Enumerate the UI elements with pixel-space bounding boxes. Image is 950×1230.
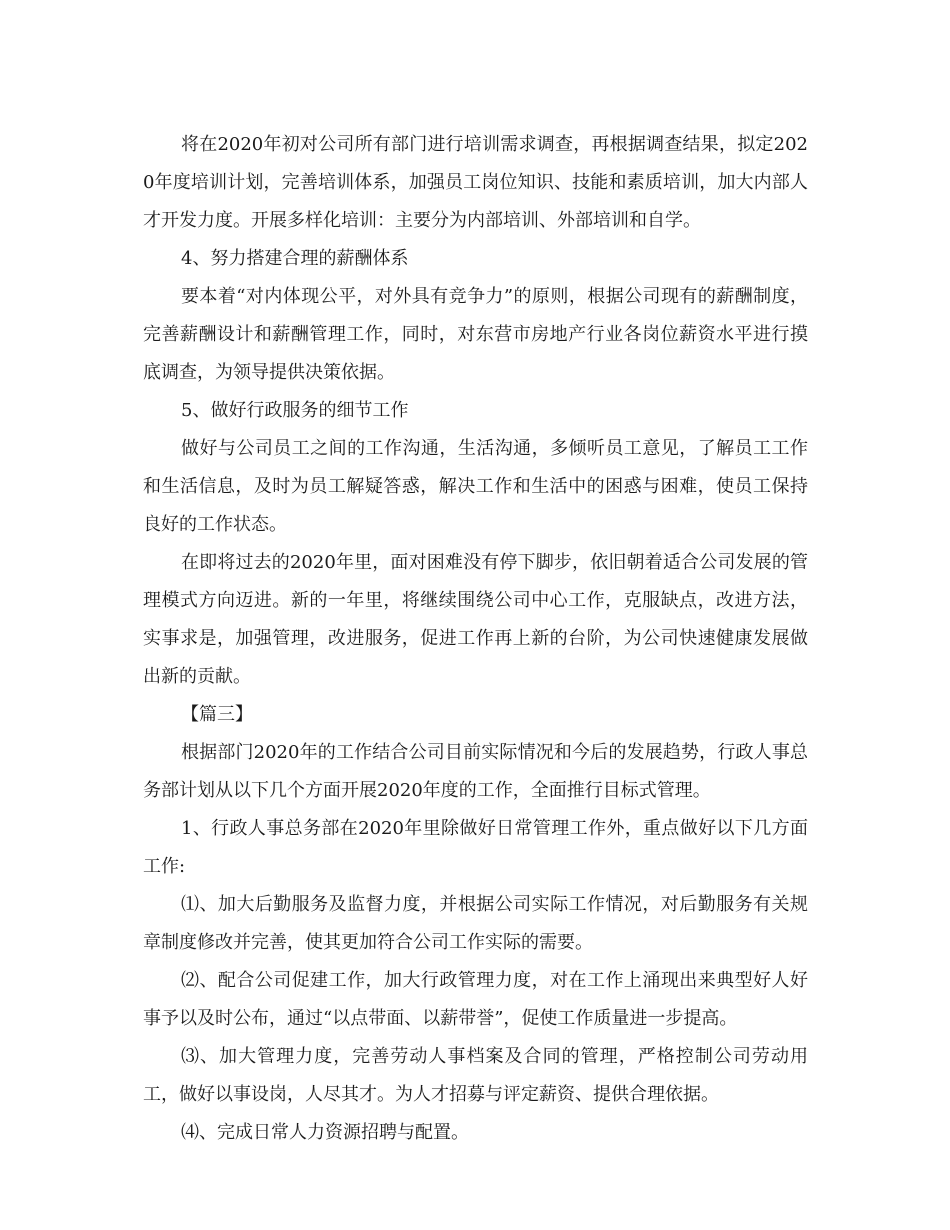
section-title-part-three: 【篇三】 — [181, 704, 253, 725]
heading-admin-service: 5、做好行政服务的细节工作 — [181, 400, 409, 421]
paragraph-key-work: 1、行政人事总务部在2020年里除做好日常管理工作外，重点做好以下几方面工作: — [143, 818, 808, 877]
list-item-personnel-files: ⑶、加大管理力度，完善劳动人事档案及合同的管理，严格控制公司劳动用工，做好以事设岗，人尽其才。为人才招募与评定薪资、提供合理依据。 — [143, 1046, 808, 1105]
document-body — [143, 126, 808, 1152]
heading-salary-system: 4、努力搭建合理的薪酬体系 — [181, 248, 409, 269]
paragraph-department-plan: 根据部门2020年的工作结合公司目前实际情况和今后的发展趋势，行政人事总务部计划从以下几个方面开展2020年度的工作，全面推行目标式管理。 — [143, 742, 808, 801]
paragraph-year-summary: 在即将过去的2020年里，面对困难没有停下脚步，依旧朝着适合公司发展的管理模式方向迈进。新的一年里，将继续围绕公司中心工作，克服缺点，改进方法，实事求是，加强管理，改进服务，促进工作再上新的台阶，为公司快速健康发展做出新的贡献。 — [143, 552, 808, 687]
list-item-recruitment: ⑷、完成日常人力资源招聘与配置。 — [181, 1122, 469, 1143]
paragraph-training-plan: 将在2020年初对公司所有部门进行培训需求调查，再根据调查结果，拟定2020年度培训计划，完善培训体系，加强员工岗位知识、技能和素质培训，加大内部人才开发力度。开展多样化培训：主要分为内部培训、外部培训和自学。 — [143, 134, 808, 231]
paragraph-salary-principle: 要本着“对内体现公平，对外具有竞争力”的原则，根据公司现有的薪酬制度，完善薪酬设计和薪酬管理工作，同时，对东营市房地产行业各岗位薪资水平进行摸底调查，为领导提供决策依据。 — [143, 286, 808, 383]
list-item-logistics: ⑴、加大后勤服务及监督力度，并根据公司实际工作情况，对后勤服务有关规章制度修改并完善，使其更加符合公司工作实际的需要。 — [143, 894, 808, 953]
paragraph-communication: 做好与公司员工之间的工作沟通，生活沟通，多倾听员工意见，了解员工工作和生活信息，及时为员工解疑答惑，解决工作和生活中的困惑与困难，使员工保持良好的工作状态。 — [143, 438, 808, 535]
list-item-promotion: ⑵、配合公司促建工作，加大行政管理力度，对在工作上涌现出来典型好人好事予以及时公布，通过“以点带面、以薪带誉”，促使工作质量进一步提高。 — [143, 970, 808, 1029]
